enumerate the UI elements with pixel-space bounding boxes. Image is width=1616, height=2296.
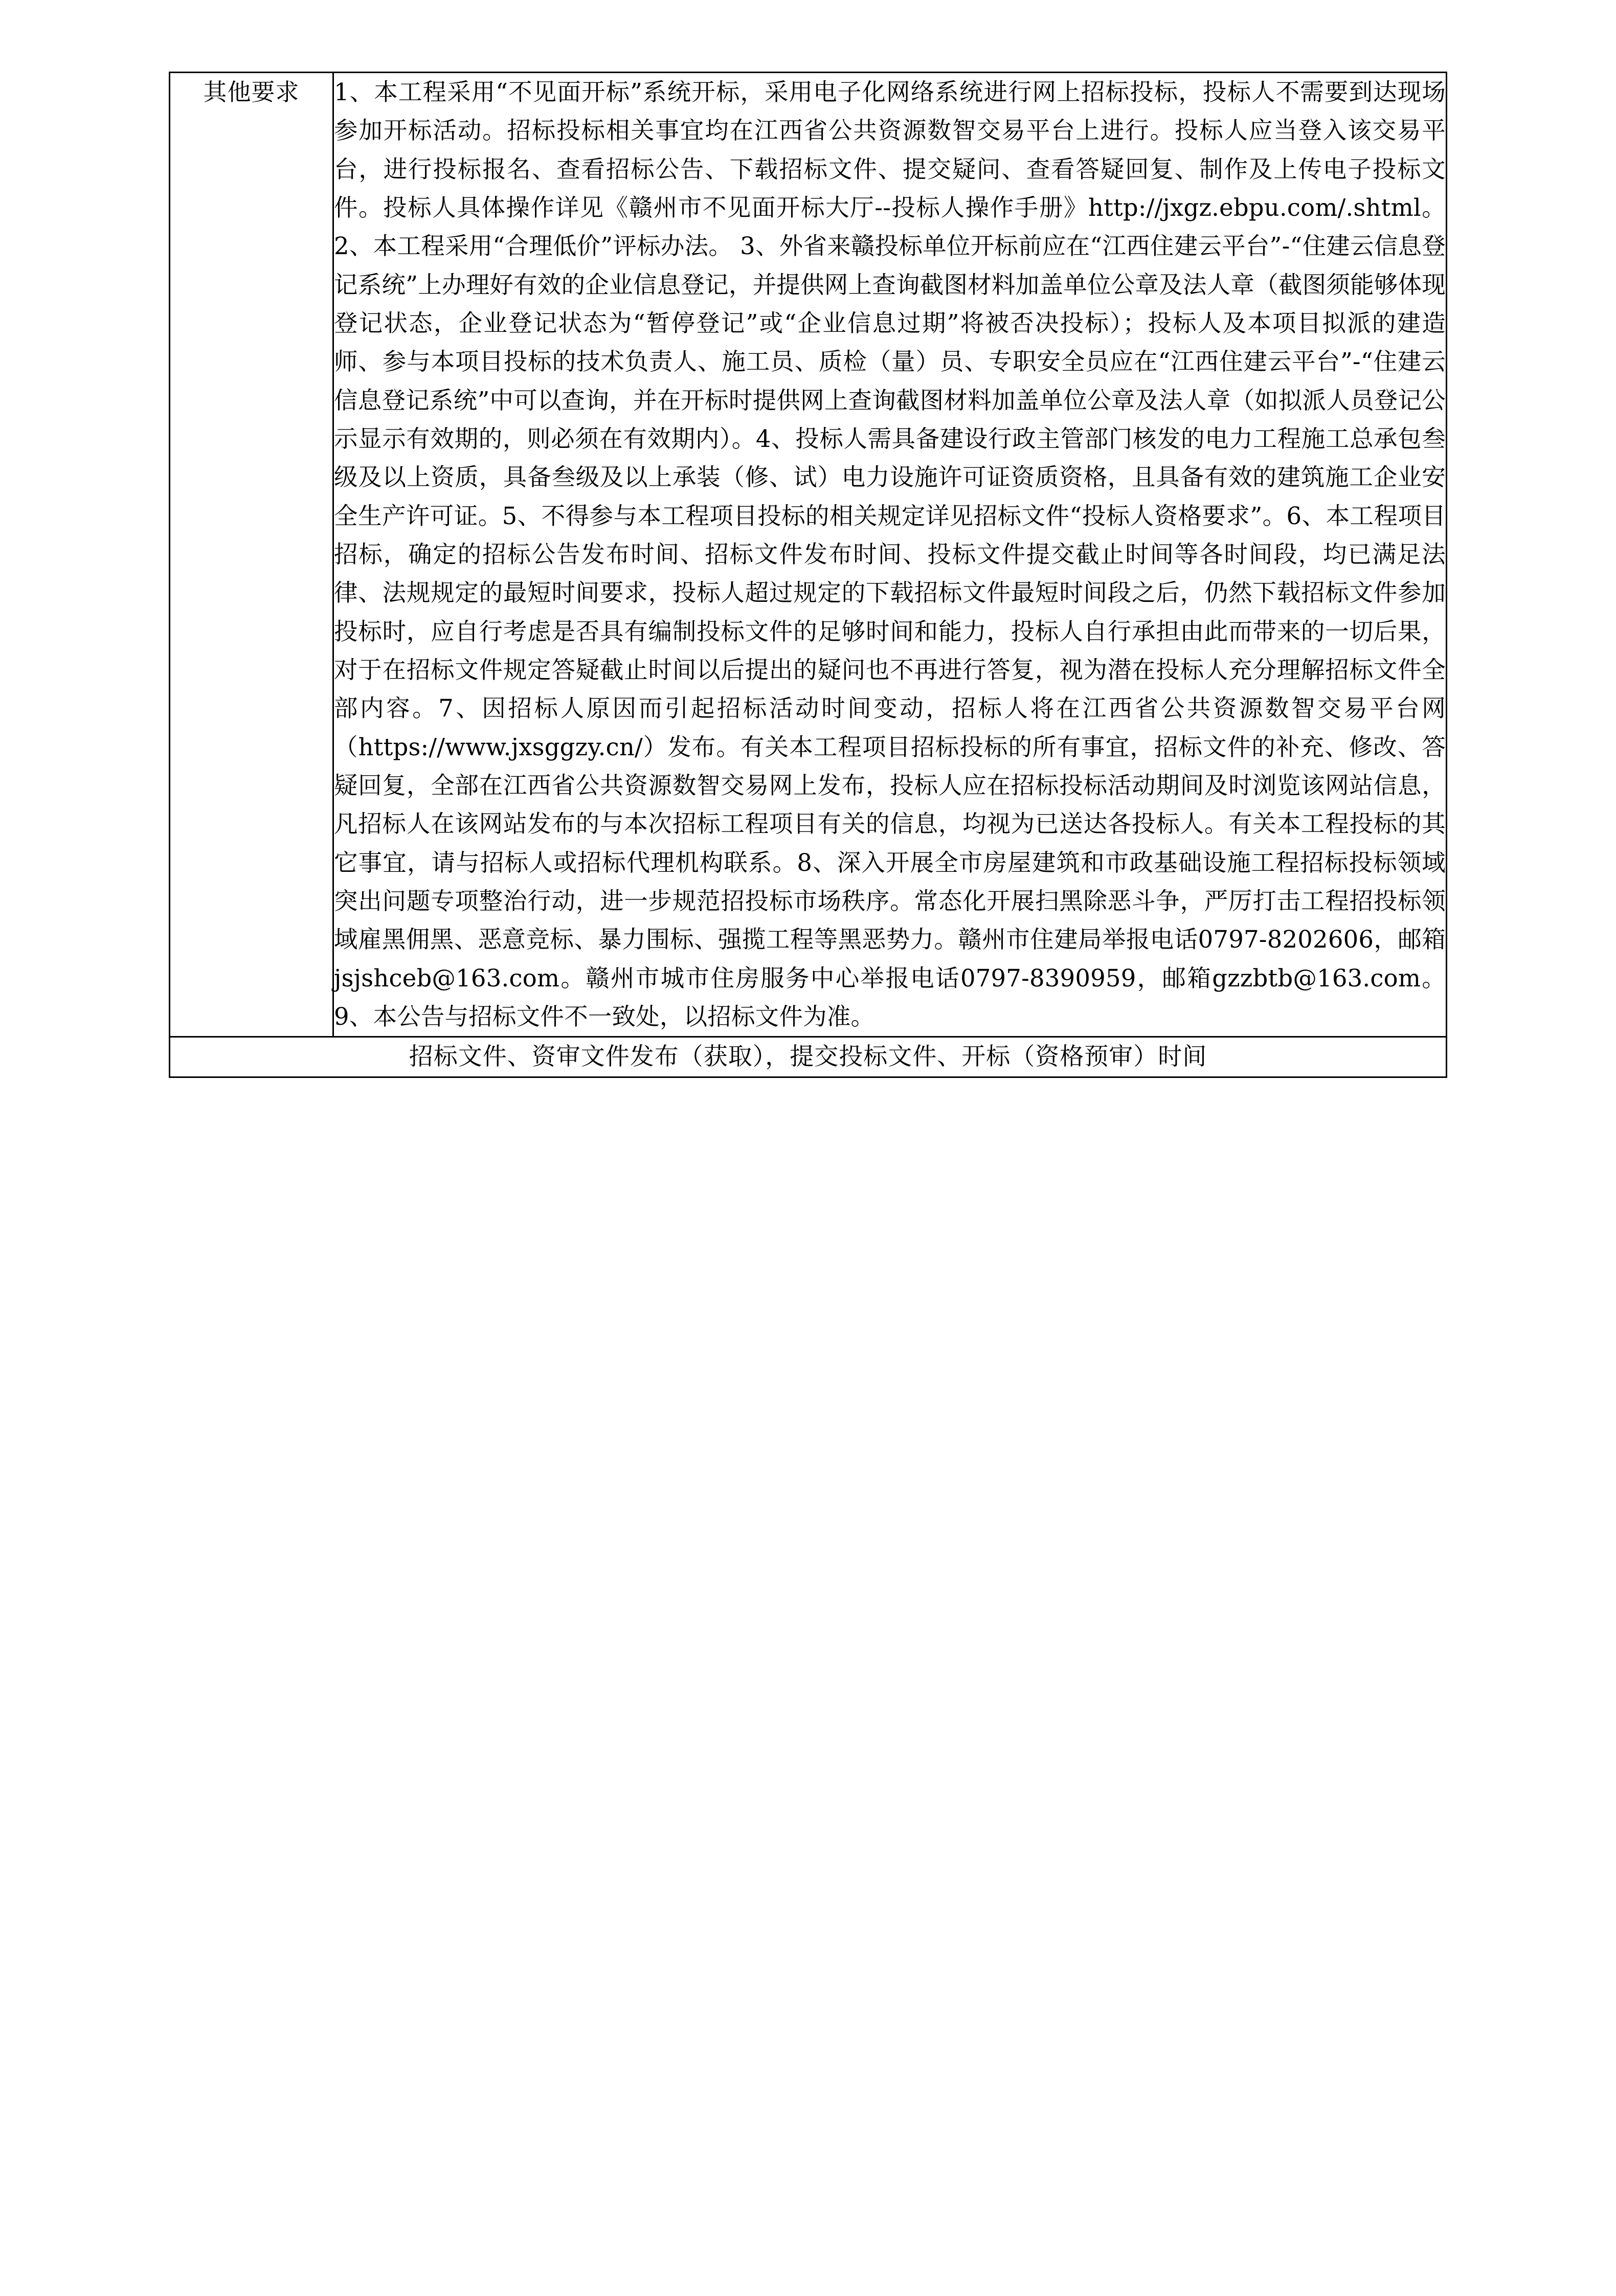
footer-text: 招标文件、资审文件发布（获取），提交投标文件、开标（资格预审）时间 [409,1043,1207,1071]
table-row [170,1037,1447,1077]
row-content-other-requirements [333,73,1447,1037]
other-requirements-text: 1、本工程采用“不见面开标”系统开标，采用电子化网络系统进行网上招标投标，投标人不需要到达现场参加开标活动。招标投标相关事宜均在江西省公共资源数智交易平台上进行。投标人应当登入该交易平台，进行投标报名、查看招标公告、下载招标文件、提交疑问、查看答疑回复、制作及上传电子投标文件。投标人具体操作详见《赣州市不见面开标大厅--投标人操作手册》http://jxgz.ebpu.com/.shtml。2、本工程采用“合理低价”评标办法。 3、外省来赣投标单位开标前应在“江西住建云平台”-“住建云信息登记系统”上办理好有效的企业信息登记，并提供网上查询截图材料加盖单位公章及法人章（截图须能够体现登记状态，企业登记状态为“暂停登记”或“企业信息过期”将被否决投标）；投标人及本项目拟派的建造师、参与本项目投标的技术负责人、施工员、质检（量）员、专职安全员应在“江西住建云平台”-“住建云信息登记系统”中可以查询，并在开标时提供网上查询截图材料加盖单位公章及法人章（如拟派人员登记公示显示有效期的，则必须在有效期内）。4、投标人需具备建设行政主管部门核发的电力工程施工总承包叁级及以上资质，具备叁级及以上承装（修、试）电力设施许可证资质资格，且具备有效的建筑施工企业安全生产许可证。5、不得参与本工程项目投标的相关规定详见招标文件“投标人资格要求”。6、本工程项目招标，确定的招标公告发布时间、招标文件发布时间、投标文件提交截止时间等各时间段，均已满足法律、法规规定的最短时间要求，投标人超过规定的下载招标文件最短时间段之后，仍然下载招标文件参加投标时，应自行考虑是否具有编制投标文件的足够时间和能力，投标人自行承担由此而带来的一切后果，对于在招标文件规定答疑截止时间以后提出的疑问也不再进行答复，视为潜在投标人充分理解招标文件全部内容。7、因招标人原因而引起招标活动时间变动，招标人将在江西省公共资源数智交易平台网（https://www.jxsggzy.cn/）发布。有关本工程项目招标投标的所有事宜，招标文件的补充、修改、答疑回复，全部在江西省公共资源数智交易网上发布，投标人应在招标投标活动期间及时浏览该网站信息，凡招标人在该网站发布的与本次招标工程项目有关的信息，均视为已送达各投标人。有关本工程投标的其它事宜，请与招标人或招标代理机构联系。8、深入开展全市房屋建筑和市政基础设施工程招标投标领域突出问题专项整治行动，进一步规范招投标市场秩序。常态化开展扫黑除恶斗争，严厉打击工程招投标领域雇黑佣黑、恶意竞标、暴力围标、强揽工程等黑恶势力。赣州市住建局举报电话0797-8202606，邮箱jsjshceb@163.com。赣州市城市住房服务中心举报电话0797-8390959，邮箱gzzbtb@163.com。9、本公告与招标文件不一致处，以招标文件为准。 [334,78,1446,1030]
row-label-other-requirements [170,73,333,1037]
table-row [170,73,1447,1037]
bidding-notice-table [169,72,1447,1078]
row-footer-schedule [170,1037,1447,1077]
row-label-text: 其他要求 [203,78,300,106]
